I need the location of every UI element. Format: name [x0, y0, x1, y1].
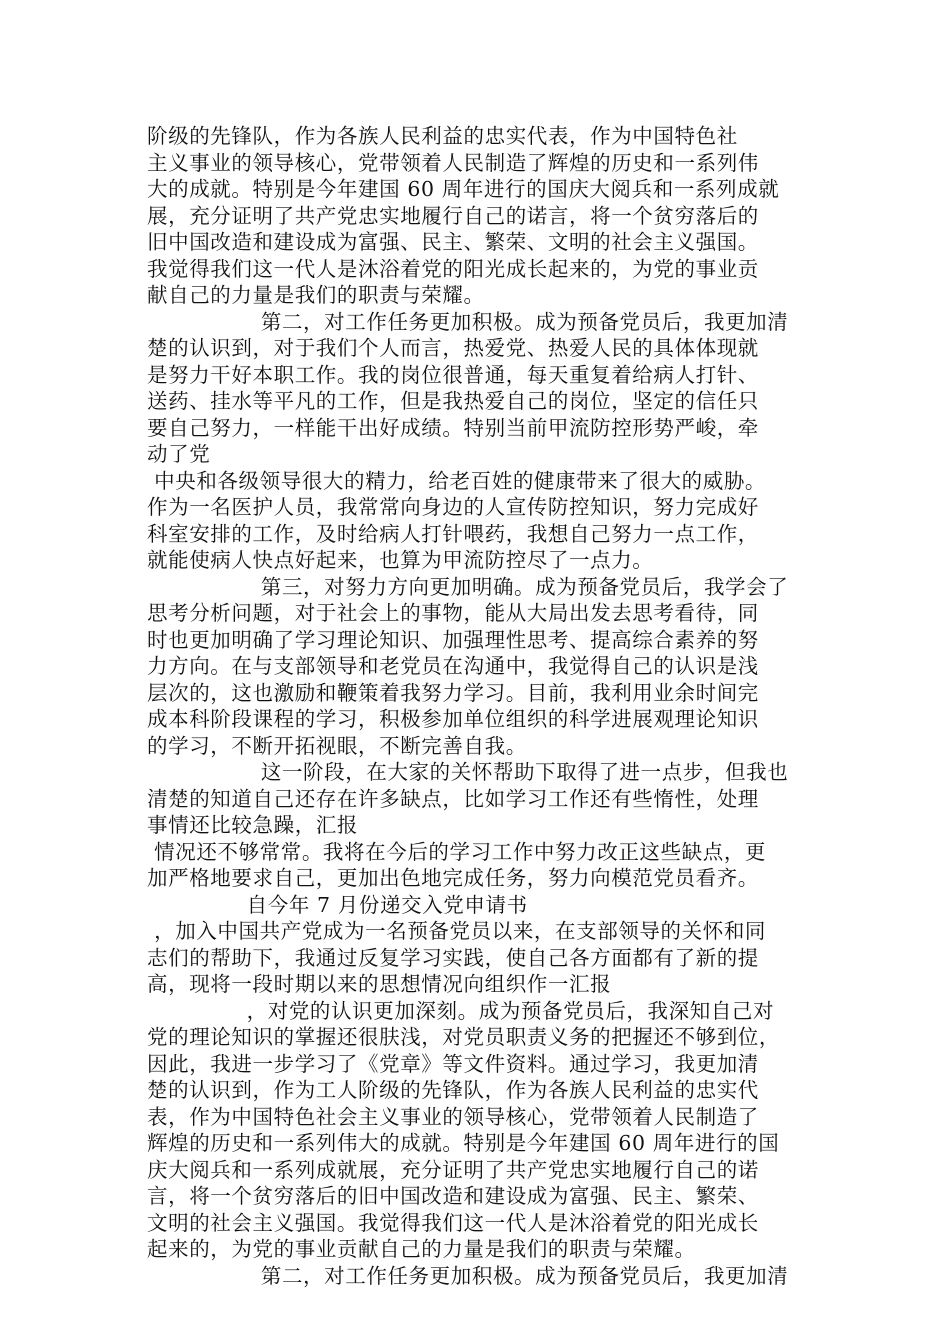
text-line: 动了党: [147, 442, 211, 466]
text-line: ，加入中国共产党成为一名预备党员以来，在支部领导的关怀和同: [147, 919, 767, 943]
text-line: 层次的，这也激励和鞭策着我努力学习。目前，我利用业余时间完: [147, 680, 759, 705]
text-line: 阶级的先锋队，作为各族人民利益的忠实代表，作为中国特色社: [147, 124, 738, 148]
text-line: 展，充分证明了共产党忠实地履行自己的诺言，将一个贫穷落后的: [147, 203, 759, 228]
text-line: 是努力干好本职工作。我的岗位很普通，每天重复着给病人打针、: [147, 362, 759, 387]
text-line: 第二，对工作任务更加积极。成为预备党员后，我更加清: [147, 1263, 789, 1288]
text-line: 第三，对努力方向更加明确。成为预备党员后，我学会了: [147, 574, 789, 599]
text-line: 表，作为中国特色社会主义事业的领导核心，党带领着人民制造了: [147, 1104, 759, 1129]
text-line: 第二，对工作任务更加积极。成为预备党员后，我更加清: [147, 309, 789, 334]
text-line: 主义事业的领导核心，党带领着人民制造了辉煌的历史和一系列伟: [147, 150, 759, 175]
text-line: 清楚的知道自己还存在许多缺点，比如学习工作还有些惰性，处理: [147, 786, 759, 811]
text-line: 这一阶段，在大家的关怀帮助下取得了进一点步，但我也: [147, 760, 789, 784]
text-line: 楚的认识到，作为工人阶级的先锋队，作为各族人民利益的忠实代: [147, 1078, 759, 1102]
text-line: 我觉得我们这一代人是沐浴着党的阳光成长起来的，为党的事业贡: [147, 256, 759, 281]
text-line: ，对党的认识更加深刻。成为预备党员后，我深知自己对: [147, 998, 775, 1023]
text-line: 辉煌的历史和一系列伟大的成就。特别是今年建国 60 周年进行的国: [147, 1131, 780, 1155]
text-line: 要自己努力，一样能干出好成绩。特别当前甲流防控形势严峻，牵: [147, 415, 759, 440]
text-line: 作为一名医护人员，我常常向身边的人宣传防控知识，努力完成好: [147, 495, 759, 519]
text-line: 党的理论知识的掌握还很肤浅，对党员职责义务的把握还不够到位，: [147, 1025, 780, 1049]
text-line: 起来的，为党的事业贡献自己的力量是我们的职责与荣耀。: [147, 1237, 696, 1261]
text-line: 言，将一个贫穷落后的旧中国改造和建设成为富强、民主、繁荣、: [147, 1184, 759, 1208]
text-line: 成本科阶段课程的学习，积极参加单位组织的科学进展观理论知识: [147, 707, 759, 731]
text-line: 庆大阅兵和一系列成就展，充分证明了共产党忠实地履行自己的诺: [147, 1157, 759, 1182]
text-line: 事情还比较急躁，汇报: [147, 813, 358, 837]
text-line: 因此，我进一步学习了《党章》等文件资料。通过学习，我更加清: [147, 1051, 759, 1076]
text-line: 文明的社会主义强国。我觉得我们这一代人是沐浴着党的阳光成长: [147, 1210, 759, 1235]
text-line: 科室安排的工作，及时给病人打针喂药，我想自己努力一点工作，: [147, 521, 759, 546]
text-line: 的学习，不断开拓视眼，不断完善自我。: [147, 733, 527, 758]
text-line: 情况还不够常常。我将在今后的学习工作中努力改正这些缺点，更: [147, 839, 767, 864]
text-line: 大的成就。特别是今年建国 60 周年进行的国庆大阅兵和一系列成就: [147, 177, 780, 201]
text-line: 楚的认识到，对于我们个人而言，热爱党、热爱人民的具体体现就: [147, 336, 759, 360]
text-line: 志们的帮助下，我通过反复学习实践，使自己各方面都有了新的提: [147, 945, 759, 970]
text-line: 中央和各级领导很大的精力，给老百姓的健康带来了很大的威胁。: [147, 468, 767, 493]
text-line: 时也更加明确了学习理论知识、加强理性思考、提高综合素养的努: [147, 627, 759, 652]
text-line: 献自己的力量是我们的职责与荣耀。: [147, 283, 485, 307]
text-line: 力方向。在与支部领导和老党员在沟通中，我觉得自己的认识是浅: [147, 654, 759, 678]
text-line: 自今年 7 月份递交入党申请书: [147, 892, 528, 917]
text-line: 送药、挂水等平凡的工作，但是我热爱自己的岗位，坚定的信任只: [147, 389, 759, 413]
text-line: 旧中国改造和建设成为富强、民主、繁荣、文明的社会主义强国。: [147, 230, 759, 254]
text-line: 加严格地要求自己，更加出色地完成任务，努力向模范党员看齐。: [147, 866, 759, 890]
text-line: 就能使病人快点好起来，也算为甲流防控尽了一点力。: [147, 548, 654, 572]
text-line: 思考分析问题，对于社会上的事物，能从大局出发去思考看待，同: [147, 601, 759, 625]
text-line: 高，现将一段时期以来的思想情况向组织作一汇报: [147, 972, 612, 996]
document-body: [147, 123, 827, 1289]
